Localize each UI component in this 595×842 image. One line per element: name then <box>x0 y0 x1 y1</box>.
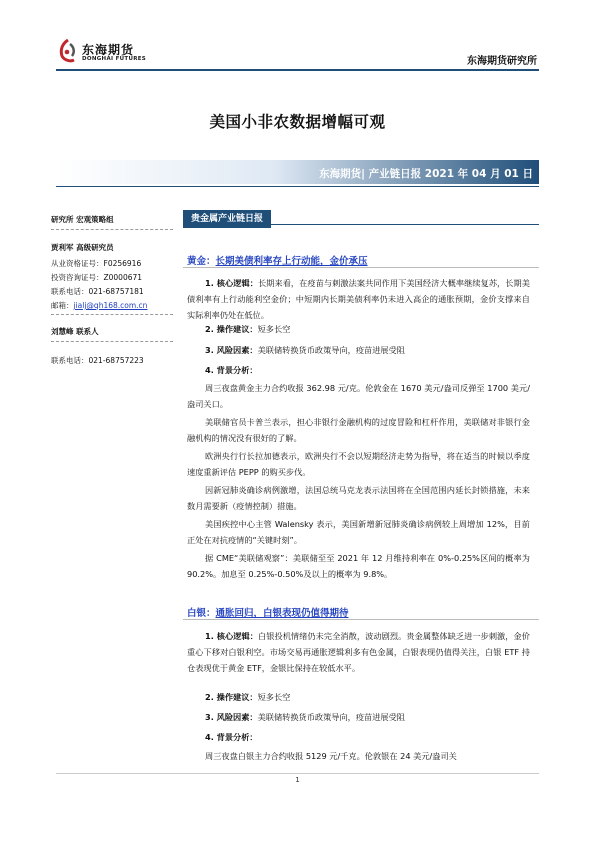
gold-risk-label: 3. 风险因素： <box>205 345 258 355</box>
gold-advice-label: 2. 操作建议： <box>205 324 258 334</box>
page-title: 美国小非农数据增幅可观 <box>209 113 386 131</box>
page-number: 1 <box>295 776 300 784</box>
silver-heading-prefix: 白银： <box>187 608 216 619</box>
logo-mark-icon <box>56 38 80 64</box>
analyst2-phone: 联系电话：021-68757223 <box>51 356 144 365</box>
silver-background <box>187 729 530 745</box>
silver-advice-label: 2. 操作建议： <box>205 692 258 702</box>
gold-advice-text: 短多长空 <box>257 324 291 334</box>
silver-risk-label: 3. 风险因素： <box>205 712 258 722</box>
silver-advice <box>187 689 530 705</box>
gold-bg-paragraph-3: 欧洲央行行长拉加德表示，欧洲央行不会以短期经济走势为指导，将在适当的时候以季度速度重新评估 PEPP 的购买步伐。 <box>187 451 530 477</box>
silver-logic-label: 1. 核心逻辑： <box>205 631 258 641</box>
sidebar-separator <box>51 229 173 230</box>
analyst2-name: 刘慧峰 联系人 <box>51 327 99 336</box>
gold-bg-paragraph-1: 周三夜盘黄金主力合约收报 362.98 元/克。伦敦金在 1670 美元/盎司反弹至 1700 美元/盎司关口。 <box>187 383 530 409</box>
silver-heading-rule <box>183 619 539 620</box>
silver-bg-paragraph-1: 周三夜盘白银主力合约收报 5129 元/千克。伦敦银在 24 美元/盎司关 <box>205 751 457 761</box>
sidebar-separator <box>51 314 173 315</box>
silver-heading <box>187 605 349 619</box>
analyst1-consult-id: 投资咨询证号：Z0000671 <box>51 273 143 282</box>
silver-background-label: 4. 背景分析： <box>205 732 258 742</box>
institute-name: 东海期货研究所 <box>467 56 537 67</box>
footer-divider <box>56 773 539 774</box>
email-label: 邮箱： <box>51 301 74 310</box>
gold-logic-text: 长期来看，在疫苗与刺激法案共同作用下美国经济大概率继续复苏，长期美债利率有上行动能利空金价；中短期内长期美债利率仍未进入高企的通胀预期，金价支撑来自实际利率仍处在低位。 <box>187 278 530 320</box>
gold-heading <box>187 253 368 267</box>
gold-bg-paragraph-2: 美联储官员卡普兰表示，担心非银行金融机构的过度冒险和杠杆作用，美联储对非银行金融机构的情况没有很好的了解。 <box>187 417 530 443</box>
sidebar-dept: 研究所 宏观策略组 <box>51 215 114 224</box>
silver-logic <box>187 628 530 676</box>
gold-heading-rule <box>183 267 539 268</box>
header-divider <box>56 69 539 71</box>
sidebar-separator <box>51 341 173 342</box>
band-divider <box>56 186 539 187</box>
logo-name-en: DONGHAI FUTURES <box>82 56 147 62</box>
analyst1-qualification: 从业资格证号：F0256916 <box>51 259 142 268</box>
gold-heading-main: 长期美债利率存上行动能，金价承压 <box>215 256 368 267</box>
gold-heading-prefix: 黄金： <box>187 256 216 267</box>
analyst1-name: 贾利军 高级研究员 <box>51 243 114 252</box>
gold-logic-label: 1. 核心逻辑： <box>205 278 258 288</box>
silver-logic-text: 白银投机情绪仍未完全消散，波动剧烈。贵金属整体缺乏进一步刺激，金价重心下移对白银利空。市场交易再通胀逻辑利多有色金属，白银表现仍值得关注，白银 ETF 持仓表现优于黄金 ETF，金银比保持在较低水平。 <box>187 631 530 673</box>
section-tag-label: 贵金属产业链日报 <box>183 210 271 228</box>
gold-risk <box>187 342 530 358</box>
silver-advice-text: 短多长空 <box>257 692 291 702</box>
logo-name-cn: 东海期货 <box>82 43 135 57</box>
report-band-text: 东海期货| 产业链日报 2021 年 04 月 01 日 <box>319 168 533 180</box>
gold-risk-text: 美联储转换货币政策导向，疫苗进展受阻 <box>257 345 405 355</box>
silver-risk <box>187 709 530 725</box>
gold-bg-paragraph-5: 美国疾控中心主管 Walensky 表示，美国新增新冠肺炎确诊病例较上周增加 12%，目前正处在对抗疫情的“关键时刻”。 <box>187 519 530 545</box>
section-tag <box>183 206 539 225</box>
gold-logic <box>187 275 530 323</box>
analyst1-email-link[interactable]: jialj@qh168.com.cn <box>73 301 148 310</box>
silver-risk-text: 美联储转换货币政策导向，疫苗进展受阻 <box>257 712 405 722</box>
gold-bg-paragraph-6: 据 CME“美联储观察”：美联储至至 2021 年 12 月维持利率在 0%-0.25%区间的概率为 90.2%。加息至 0.25%-0.50%及以上的概率为 9.8%。 <box>187 553 530 579</box>
gold-bg-paragraph-4: 因新冠肺炎确诊病例激增，法国总统马克龙表示法国将在全国范围内延长封锁措施，未来数月需要新（疫情控制）措施。 <box>187 485 530 511</box>
analyst1-phone: 联系电话：021-68757181 <box>51 287 144 296</box>
analyst1-email-row <box>51 300 147 311</box>
gold-background <box>187 362 530 378</box>
gold-background-label: 4. 背景分析： <box>205 365 258 375</box>
silver-heading-main: 通胀回归，白银表现仍值得期待 <box>215 608 349 619</box>
gold-advice <box>187 321 530 337</box>
